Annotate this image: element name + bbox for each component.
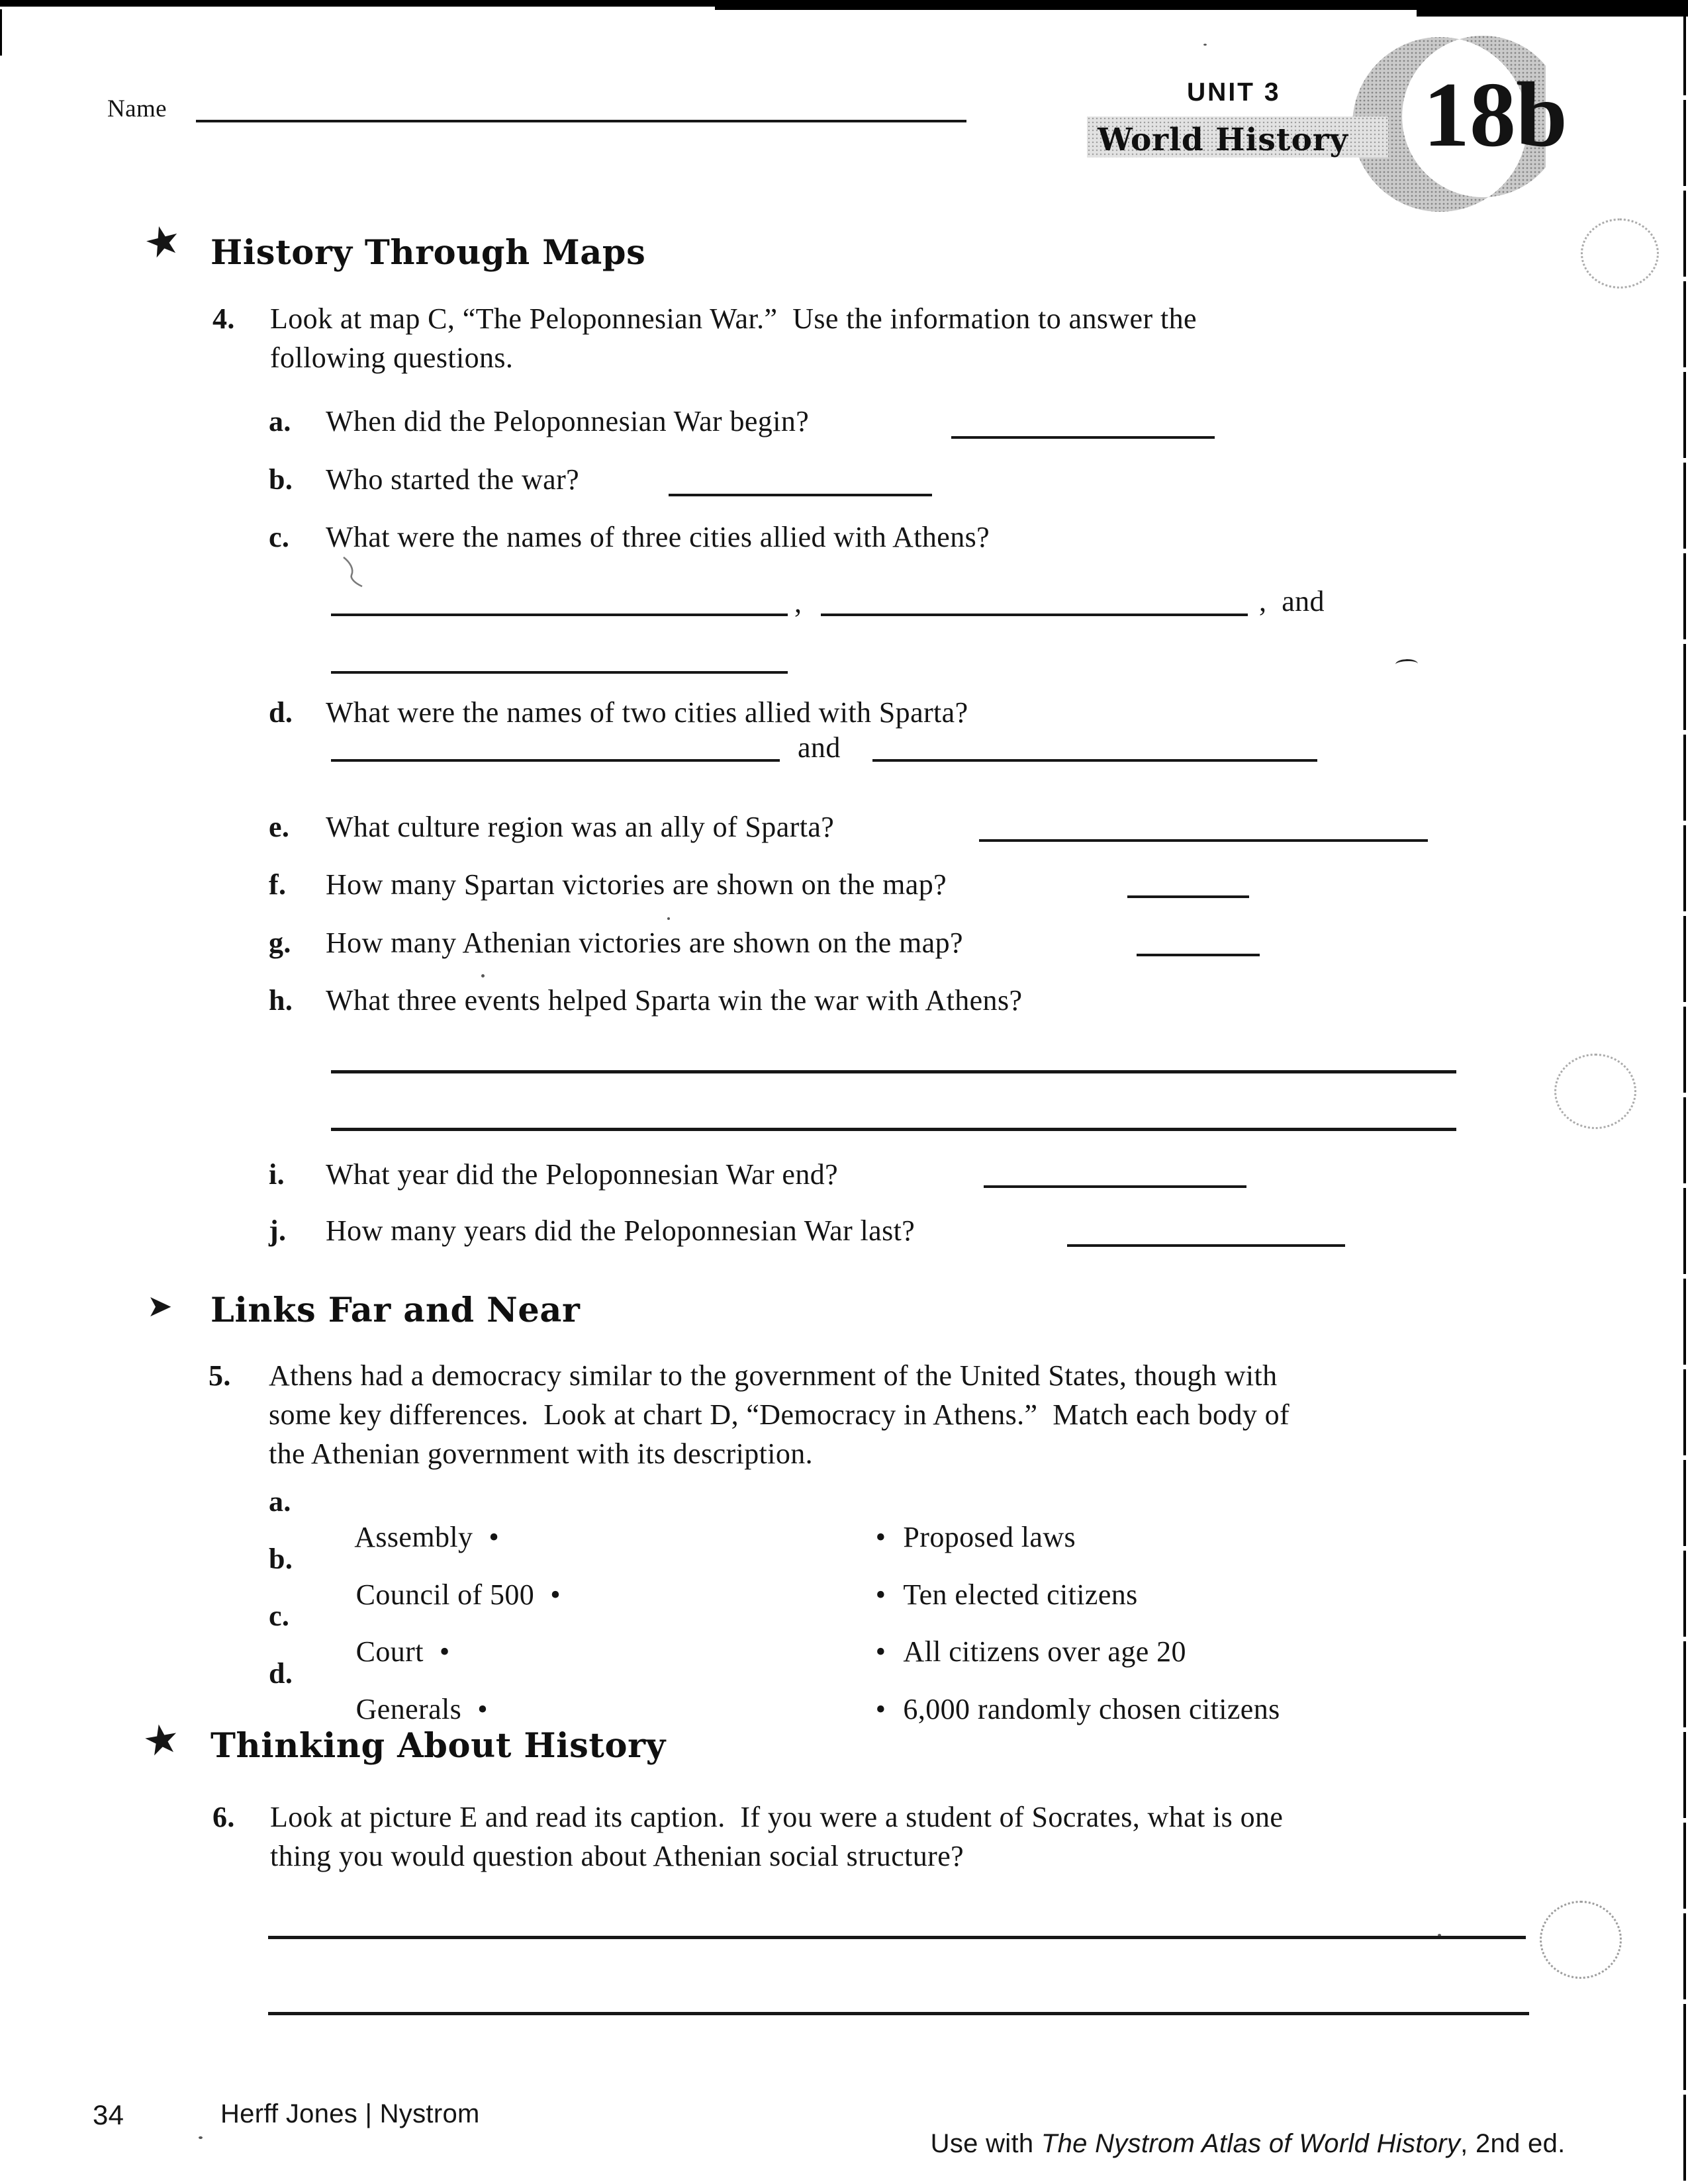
q4g-text: How many Athenian victories are shown on the map? <box>326 927 963 959</box>
q5b-letter: b. <box>269 1543 293 1575</box>
q4b-letter: b. <box>269 463 293 496</box>
q5a-letter: a. <box>269 1485 291 1518</box>
q6-answer-line-1[interactable] <box>268 1936 1526 1939</box>
q5b-left-label: Council of 500 <box>355 1578 535 1611</box>
q4d-answer-blank-1[interactable] <box>331 759 780 762</box>
q4e-answer-blank[interactable] <box>979 839 1428 842</box>
q5c-left-label: Court <box>355 1635 424 1668</box>
q6-number: 6. <box>212 1801 235 1833</box>
q4h-answer-line-2[interactable] <box>331 1128 1456 1131</box>
page-number: 34 <box>93 2099 124 2130</box>
q4f-text: How many Spartan victories are shown on the map? <box>326 868 947 901</box>
q4c-answer-blank-2[interactable] <box>821 614 1248 616</box>
match-dot-right[interactable]: • <box>875 1521 886 1553</box>
match-dot-left[interactable]: • <box>489 1521 500 1553</box>
star-icon: ★ <box>138 1712 184 1767</box>
lesson-code: 18b <box>1423 64 1568 166</box>
match-dot-right[interactable]: • <box>875 1693 886 1725</box>
q6-intro-line1: Look at picture E and read its caption. If you were a student of Socrates, what is one <box>270 1801 1284 1833</box>
ink-speck <box>1203 44 1207 46</box>
q4b-answer-blank[interactable] <box>669 494 932 496</box>
name-answer-line[interactable] <box>196 120 966 122</box>
use-with-credit <box>900 2099 1566 2184</box>
q4c-answer-blank-1[interactable] <box>331 614 788 616</box>
q4f-answer-blank[interactable] <box>1127 895 1249 898</box>
ink-speck <box>481 974 485 978</box>
section-title-links-far-and-near: Links Far and Near <box>211 1291 581 1330</box>
pencil-squiggle <box>342 556 365 589</box>
q6-intro-line2: thing you would question about Athenian social structure? <box>270 1840 964 1872</box>
q4i-answer-blank[interactable] <box>984 1185 1246 1188</box>
q5d-letter: d. <box>269 1657 293 1690</box>
q4c-answer-blank-3[interactable] <box>331 671 788 674</box>
q5d-right <box>845 1656 1280 1763</box>
smudge-ring-middle <box>1554 1054 1636 1129</box>
q4a-letter: a. <box>269 405 291 437</box>
q4c-separator-1: , <box>794 586 802 619</box>
q4-number: 4. <box>212 302 235 335</box>
match-dot-left[interactable]: • <box>477 1693 488 1725</box>
q4f-letter: f. <box>269 868 287 901</box>
q4d-conjunction: and <box>798 731 841 764</box>
q4a-answer-blank[interactable] <box>951 436 1215 439</box>
arrow-icon: ➤ <box>147 1288 173 1324</box>
ink-speck <box>667 917 670 920</box>
q4h-letter: h. <box>269 984 293 1017</box>
ink-speck <box>199 2136 203 2139</box>
q5c-letter: c. <box>269 1600 290 1632</box>
q4j-text: How many years did the Peloponnesian War last? <box>326 1214 915 1247</box>
q4c-separator-2: , and <box>1259 585 1325 617</box>
smudge-ring-bottom <box>1540 1901 1622 1979</box>
section-title-history-through-maps: History Through Maps <box>211 233 646 273</box>
q4d-text: What were the names of two cities allied with Sparta? <box>326 696 968 729</box>
use-with-title: The Nystrom Atlas of World History <box>1041 2129 1461 2158</box>
match-dot-right[interactable]: • <box>875 1635 886 1668</box>
stray-curve-mark <box>1395 659 1419 670</box>
smudge-ring-top <box>1581 218 1659 289</box>
match-dot-left[interactable]: • <box>550 1578 561 1611</box>
q5d-left-label: Generals <box>355 1693 462 1725</box>
scan-edge-top-right <box>1417 0 1688 17</box>
q4b-text: Who started the war? <box>326 463 580 496</box>
q5-intro-line1: Athens had a democracy similar to the government of the United States, though with <box>269 1359 1278 1392</box>
q4c-letter: c. <box>269 521 290 553</box>
unit-label: UNIT 3 <box>1187 78 1281 107</box>
q4g-letter: g. <box>269 927 291 959</box>
q5-number: 5. <box>209 1359 231 1392</box>
match-dot-right[interactable]: • <box>875 1578 886 1611</box>
q5-intro-line2: some key differences. Look at chart D, “Democracy in Athens.” Match each body of <box>269 1398 1290 1431</box>
q4d-answer-blank-2[interactable] <box>872 759 1317 762</box>
q4-intro-line2: following questions. <box>270 341 514 374</box>
q5c-right-label: All citizens over age 20 <box>903 1635 1186 1668</box>
q5b-right-label: Ten elected citizens <box>903 1578 1138 1611</box>
q4h-answer-line-1[interactable] <box>331 1070 1456 1073</box>
q5a-right-label: Proposed laws <box>903 1521 1076 1553</box>
q4i-text: What year did the Peloponnesian War end? <box>326 1158 839 1191</box>
use-with-suffix: , 2nd ed. <box>1460 2129 1566 2158</box>
scan-edge-left-dash <box>0 9 2 56</box>
q6-answer-line-2[interactable] <box>268 2012 1529 2015</box>
publisher-credit: Herff Jones | Nystrom <box>220 2099 480 2128</box>
q4d-letter: d. <box>269 696 293 729</box>
star-icon: ★ <box>138 213 187 269</box>
name-label: Name <box>107 95 167 122</box>
q4e-letter: e. <box>269 811 290 843</box>
section-title-thinking-about-history: Thinking About History <box>211 1726 666 1766</box>
q4c-text: What were the names of three cities allied with Athens? <box>326 521 990 553</box>
subject-title: World History <box>1098 122 1348 158</box>
q5-intro-line3: the Athenian government with its description. <box>269 1437 814 1470</box>
q5d-right-label: 6,000 randomly chosen citizens <box>903 1693 1280 1725</box>
q4a-text: When did the Peloponnesian War begin? <box>326 405 810 437</box>
scan-edge-right-line <box>1683 9 1686 2184</box>
q4j-letter: j. <box>269 1214 287 1247</box>
q4h-text: What three events helped Sparta win the war with Athens? <box>326 984 1023 1017</box>
q4j-answer-blank[interactable] <box>1067 1244 1345 1247</box>
q4e-text: What culture region was an ally of Sparta? <box>326 811 835 843</box>
match-dot-left[interactable]: • <box>439 1635 450 1668</box>
q4g-answer-blank[interactable] <box>1137 954 1260 956</box>
q4-intro-line1: Look at map C, “The Peloponnesian War.” Use the information to answer the <box>270 302 1197 335</box>
q4i-letter: i. <box>269 1158 285 1191</box>
use-with-prefix: Use with <box>930 2129 1041 2158</box>
q5a-left-label: Assembly <box>354 1521 473 1553</box>
